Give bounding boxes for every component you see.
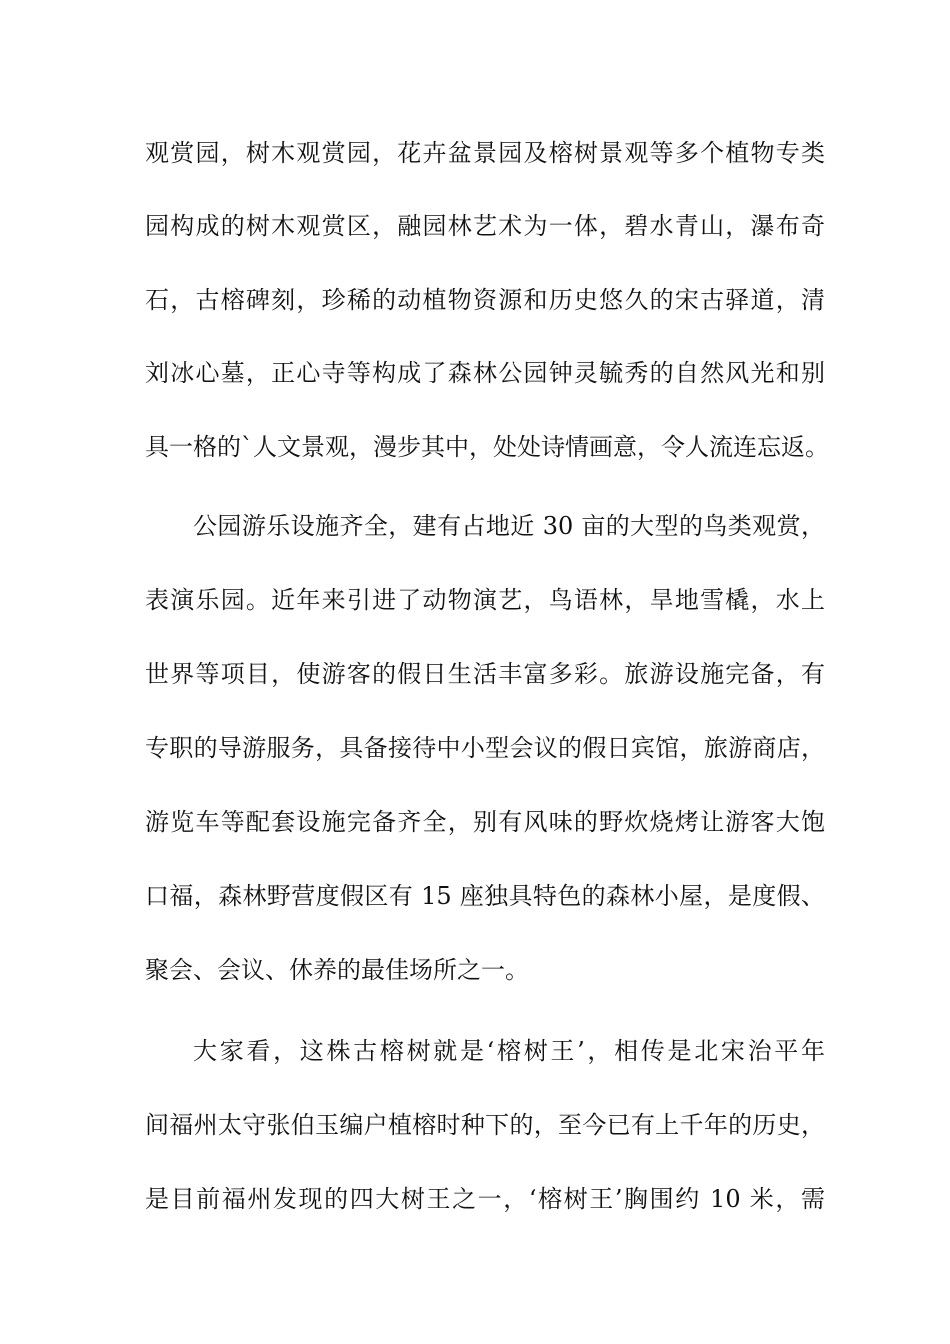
text-line-14: 间福州太守张伯玉编户植榕时种下的，至今已有上千年的历史， — [145, 1111, 825, 1139]
text-line-11: 口福，森林野营度假区有 15 座独具特色的森林小屋，是度假、 — [145, 882, 825, 910]
text-line-3: 石，古榕碑刻，珍稀的动植物资源和历史悠久的宋古驿道，清 — [145, 286, 825, 314]
text-line-2: 园构成的树木观赏区，融园林艺术为一体，碧水青山，瀑布奇 — [145, 212, 825, 240]
text-line-9: 专职的导游服务，具备接待中小型会议的假日宾馆，旅游商店， — [145, 734, 825, 762]
text-line-4: 刘冰心墓，正心寺等构成了森林公园钟灵毓秀的自然风光和别 — [145, 359, 825, 387]
text-line-13: 大家看，这株古榕树就是‘榕树王’，相传是北宋治平年 — [193, 1037, 825, 1065]
text-line-5: 具一格的`人文景观，漫步其中，处处诗情画意，令人流连忘返。 — [145, 433, 829, 461]
text-line-7: 表演乐园。近年来引进了动物演艺，鸟语林，旱地雪橇，水上 — [145, 586, 825, 614]
text-line-1: 观赏园，树木观赏园，花卉盆景园及榕树景观等多个植物专类 — [145, 139, 825, 167]
text-line-8: 世界等项目，使游客的假日生活丰富多彩。旅游设施完备，有 — [145, 660, 825, 688]
text-line-15: 是目前福州发现的四大树王之一，‘榕树王’胸围约 10 米，需 — [145, 1185, 825, 1213]
text-line-12: 聚会、会议、休养的最佳场所之一。 — [145, 956, 529, 984]
text-line-6: 公园游乐设施齐全，建有占地近 30 亩的大型的鸟类观赏， — [193, 512, 825, 540]
text-line-10: 游览车等配套设施完备齐全，别有风味的野炊烧烤让游客大饱 — [145, 808, 825, 836]
